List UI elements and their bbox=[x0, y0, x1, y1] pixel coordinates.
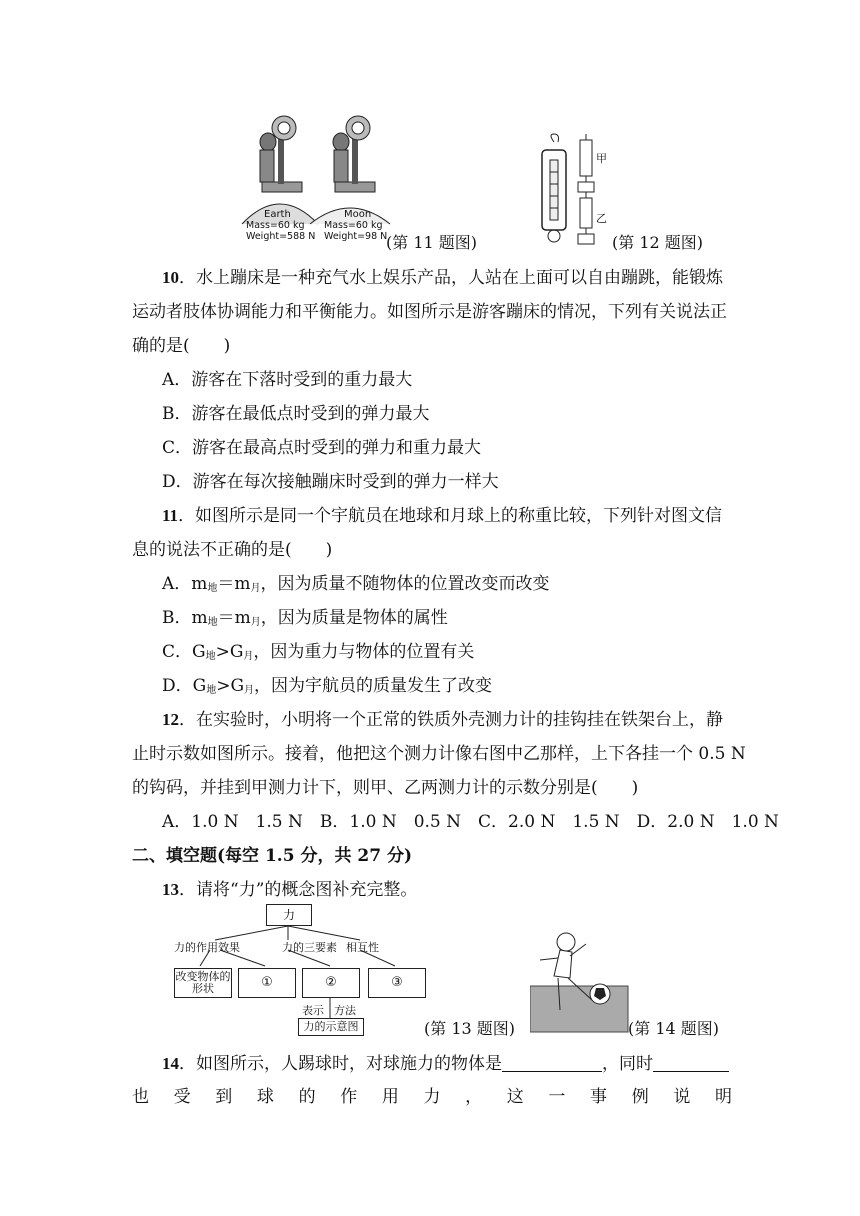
concept-rep: 表示 bbox=[302, 1004, 324, 1017]
question-12: 12．在实验时，小明将一个正常的铁质外壳测力计的挂钩挂在铁架台上，静 bbox=[162, 710, 723, 730]
q14-char: 例 bbox=[631, 1087, 649, 1107]
figure-11-caption: (第 11 题图) bbox=[386, 233, 478, 252]
q14-char: 这 bbox=[506, 1087, 524, 1107]
question-12-line2: 止时示数如图所示。接着，他把这个测力计像右图中乙那样，上下各挂一个 0.5 N bbox=[132, 744, 746, 764]
concept-blank-1: ① bbox=[238, 968, 296, 998]
question-14: 14．如图所示，人踢球时，对球施力的物体是 ，同时 bbox=[162, 1052, 729, 1076]
concept-blank-2: ② bbox=[302, 968, 360, 998]
q14-char: 的 bbox=[298, 1087, 316, 1107]
moon-data: Mass=60 kg Weight=98 N bbox=[324, 220, 388, 242]
concept-blank-3: ③ bbox=[368, 968, 426, 998]
concept-branch-elements: 力的三要素 bbox=[282, 941, 337, 954]
q14-char: ， bbox=[465, 1087, 483, 1107]
q14-char: 事 bbox=[590, 1087, 608, 1107]
q14-char: 到 bbox=[215, 1087, 233, 1107]
concept-force-diagram: 力的示意图 bbox=[298, 1018, 364, 1036]
answer-blank-1[interactable] bbox=[502, 1053, 602, 1072]
q14-char: 球 bbox=[256, 1087, 274, 1107]
label-jia: 甲 bbox=[596, 152, 607, 165]
q14-char: 说 bbox=[673, 1087, 691, 1107]
concept-branch-mutual: 相互性 bbox=[346, 941, 379, 954]
question-13: 13．请将“力”的概念图补充完整。 bbox=[162, 880, 418, 900]
moon-label: Moon bbox=[344, 209, 372, 220]
concept-branch-effect: 力的作用效果 bbox=[174, 941, 240, 954]
q10-option-b: B．游客在最低点时受到的弹力最大 bbox=[162, 404, 430, 424]
figure-14-kicking-ball bbox=[530, 930, 630, 1034]
concept-box-change-shape: 改变物体的形状 bbox=[174, 968, 232, 998]
q11-option-d: D．$G_地>G_月$，因为宇航员的质量发生了改变 bbox=[162, 676, 493, 696]
q10-option-a: A．游客在下落时受到的重力最大 bbox=[162, 370, 413, 390]
question-12-line3: 的钩码，并挂到甲测力计下，则甲、乙两测力计的示数分别是( ) bbox=[132, 778, 639, 798]
q14-char: 一 bbox=[548, 1087, 566, 1107]
q11-option-b: B．$m_地=m_月$，因为质量是物体的属性 bbox=[162, 608, 448, 628]
figure-13-concept-map bbox=[170, 902, 440, 1037]
q14-char: 用 bbox=[381, 1087, 399, 1107]
q14-char: 力 bbox=[423, 1087, 441, 1107]
question-10-line2: 运动者肢体协调能力和平衡能力。如图所示是游客蹦床的情况，下列有关说法正 bbox=[132, 302, 727, 322]
question-14-line2 bbox=[132, 1082, 732, 1107]
earth-data: Mass=60 kg Weight=588 N bbox=[246, 220, 316, 242]
q10-option-d: D．游客在每次接触蹦床时受到的弹力一样大 bbox=[162, 472, 499, 492]
concept-root: 力 bbox=[266, 904, 312, 926]
concept-method: 方法 bbox=[334, 1004, 356, 1017]
kicking-ball-illustration bbox=[530, 930, 630, 1034]
earth-label: Earth bbox=[264, 209, 291, 220]
q12-options: A．1.0 N 1.5 N B．1.0 N 0.5 N C．2.0 N 1.5 N D．2.0 N 1.0 N bbox=[162, 812, 779, 832]
q11-option-a: A．$m_地=m_月$，因为质量不随物体的位置改变而改变 bbox=[162, 574, 550, 594]
q14-char: 作 bbox=[340, 1087, 358, 1107]
answer-blank-2[interactable] bbox=[653, 1053, 729, 1072]
question-10: 10．水上蹦床是一种充气水上娱乐产品，人站在上面可以自由蹦跳，能锻炼 bbox=[162, 268, 723, 288]
question-10-line3: 确的是( ) bbox=[132, 336, 231, 356]
q14-char: 明 bbox=[714, 1087, 732, 1107]
question-11-line2: 息的说法不正确的是( ) bbox=[132, 540, 333, 560]
q14-char: 受 bbox=[173, 1087, 191, 1107]
label-yi: 乙 bbox=[596, 212, 607, 225]
figure-14-caption: (第 14 题图) bbox=[628, 1019, 720, 1038]
figure-13-caption: (第 13 题图) bbox=[424, 1019, 516, 1038]
figure-12-caption: (第 12 题图) bbox=[612, 233, 704, 252]
question-11: 11．如图所示是同一个宇航员在地球和月球上的称重比较，下列针对图文信 bbox=[162, 506, 723, 526]
figure-11-astronaut-scales bbox=[240, 112, 400, 247]
q10-option-c: C．游客在最高点时受到的弹力和重力最大 bbox=[162, 438, 482, 458]
figure-12-spring-scales bbox=[530, 132, 620, 248]
q14-char: 也 bbox=[132, 1087, 149, 1107]
q11-option-c: C．$G_地>G_月$，因为重力与物体的位置有关 bbox=[162, 642, 475, 662]
section-2-heading: 二、填空题(每空 1.5 分，共 27 分) bbox=[132, 846, 412, 866]
